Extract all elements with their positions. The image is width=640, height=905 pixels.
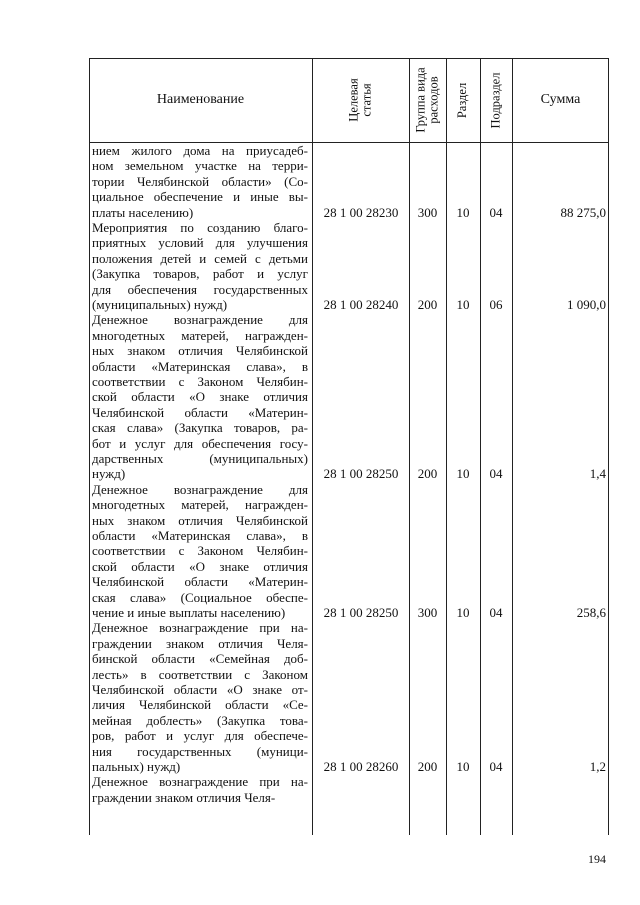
description-line: ния государственных (муници- xyxy=(92,743,308,759)
cell-section: 10 xyxy=(456,204,470,220)
row-description xyxy=(92,312,308,481)
description-line: граждении знаком отличия Челя- xyxy=(92,789,276,805)
header-name: Наименование xyxy=(156,92,245,107)
cell-subsection: 04 xyxy=(489,605,503,620)
description-line: лесть» в соответствии с Законом xyxy=(92,666,308,682)
cell-section: 10 xyxy=(456,297,470,312)
description-line: чение и иные выплаты населению) xyxy=(92,604,286,620)
description-line: дарственных (муниципальных) xyxy=(92,450,308,466)
description-line: ных знаком отличия Челябинской xyxy=(92,512,308,528)
description-line: области «Материнская слава», в xyxy=(92,527,308,543)
cell-sum: 1,2 xyxy=(589,759,606,774)
description-line: Челябинской области «О знаке от- xyxy=(92,681,308,697)
description-line: ская слава» (Социальное обеспе- xyxy=(92,589,308,605)
row-description xyxy=(92,620,308,774)
description-line: тории Челябинской области» (Со- xyxy=(92,173,308,189)
cell-section: 10 xyxy=(456,605,470,620)
description-line: личия Челябинской области «Се- xyxy=(92,697,308,713)
row-description xyxy=(92,143,308,220)
cell-section: 10 xyxy=(456,466,470,482)
description-line: соответствии с Законом Челябин- xyxy=(92,373,308,389)
row-description xyxy=(92,774,308,805)
description-line: нием жилого дома на приусадеб- xyxy=(92,143,308,158)
description-line: ская слава» (Закупка товаров, ра- xyxy=(92,420,308,436)
description-line: приятных условий для улучшения xyxy=(92,235,308,251)
description-line: Денежное вознаграждение при на- xyxy=(92,774,308,790)
description-line: для обеспечения государственных xyxy=(92,281,308,297)
header-subsection: Подраздел xyxy=(488,72,503,128)
description-line: Денежное вознаграждение для xyxy=(92,481,308,497)
description-line: (муниципальных) нужд) xyxy=(92,296,228,312)
cell-sum: 1,4 xyxy=(589,466,606,482)
header-target: Целевая статья xyxy=(346,78,374,122)
cell-group: 200 xyxy=(417,466,438,482)
description-line: многодетных матерей, награжден- xyxy=(92,497,308,513)
row-description xyxy=(92,220,308,312)
cell-code: 28 1 00 28250 xyxy=(323,605,399,620)
description-line: циальное обеспечение и иные вы- xyxy=(92,189,308,205)
description-line: многодетных матерей, награжден- xyxy=(92,327,308,343)
page-number: 194 xyxy=(588,852,606,866)
description-line: Денежное вознаграждение при на- xyxy=(92,620,308,636)
cell-subsection: 04 xyxy=(489,204,503,220)
cell-code: 28 1 00 28260 xyxy=(323,759,399,774)
cell-group: 300 xyxy=(417,605,438,620)
description-line: Мероприятия по созданию благо- xyxy=(92,220,308,235)
cell-sum: 1 090,0 xyxy=(567,297,606,312)
cell-subsection: 06 xyxy=(489,297,503,312)
description-line: Челябинской области «Материн- xyxy=(92,404,308,420)
row-description xyxy=(92,482,308,621)
cell-sum: 258,6 xyxy=(576,605,606,620)
cell-subsection: 04 xyxy=(489,759,503,774)
description-line: ных знаком отличия Челябинской xyxy=(92,343,308,359)
description-line: бинской области «Семейная доб- xyxy=(92,651,308,667)
description-line: граждении знаком отличия Челя- xyxy=(92,635,308,651)
cell-sum: 88 275,0 xyxy=(560,204,606,220)
header-section: Раздел xyxy=(455,82,470,118)
cell-group: 200 xyxy=(417,297,438,312)
cell-section: 10 xyxy=(456,759,470,774)
description-line: ров, работ и услуг для обеспече- xyxy=(92,728,308,744)
cell-code: 28 1 00 28250 xyxy=(323,466,399,482)
cell-code: 28 1 00 28240 xyxy=(323,297,399,312)
budget-table xyxy=(89,58,609,835)
cell-subsection: 04 xyxy=(489,466,503,482)
description-line: соответствии с Законом Челябин- xyxy=(92,543,308,559)
header-sum: Сумма xyxy=(540,92,581,107)
description-line: (Закупка товаров, работ и услуг xyxy=(92,266,308,282)
description-line: положения детей и семей с детьми xyxy=(92,250,308,266)
description-line: ской области «О знаке отличия xyxy=(92,389,308,405)
description-line: ном земельном участке на терри- xyxy=(92,158,308,174)
description-line: Челябинской области «Материн- xyxy=(92,574,308,590)
description-line: пальных) нужд) xyxy=(92,758,181,774)
description-line: нужд) xyxy=(92,466,126,482)
description-line: мейная доблесть» (Закупка това- xyxy=(92,712,308,728)
description-line: бот и услуг для обеспечения госу- xyxy=(92,435,308,451)
description-line: платы населению) xyxy=(92,204,194,220)
cell-group: 200 xyxy=(417,759,438,774)
description-line: Денежное вознаграждение для xyxy=(92,312,308,328)
cell-group: 300 xyxy=(417,204,438,220)
header-group: Группа вида расходов xyxy=(413,67,441,133)
cell-code: 28 1 00 28230 xyxy=(323,204,399,220)
description-line: ской области «О знаке отличия xyxy=(92,558,308,574)
description-line: области «Материнская слава», в xyxy=(92,358,308,374)
